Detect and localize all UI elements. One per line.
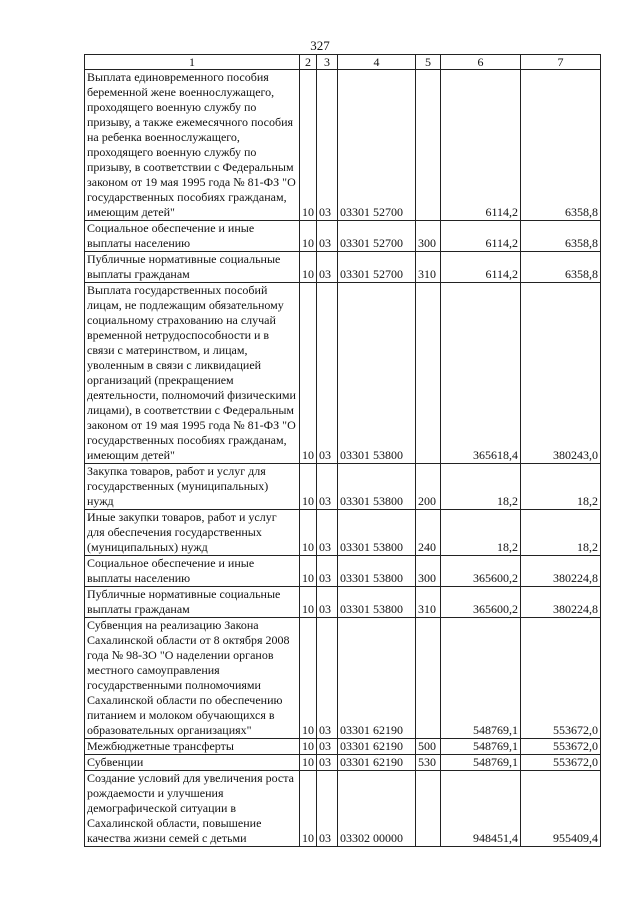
section-code: 10 bbox=[300, 771, 317, 847]
section-code: 10 bbox=[300, 587, 317, 618]
target-article-code: 03301 52700 bbox=[338, 252, 416, 283]
target-article-code: 03301 53800 bbox=[338, 464, 416, 510]
table-row bbox=[85, 510, 601, 556]
amount-year-2: 18,2 bbox=[521, 510, 601, 556]
section-code: 10 bbox=[300, 510, 317, 556]
expense-type-code: 310 bbox=[416, 252, 441, 283]
row-description: Выплата государственных пособий лицам, не подлежащим обязательному социальному страхованию на случай временной нетрудоспособности и в связи с материнством, и лицам, уволенным в связи с ликвидацией организаций (прекращением деятельности, полномочий физическими лицами), в соответствии с Федеральным законом от 19 мая 1995 года № 81-ФЗ "О государственных пособиях гражданам, имеющим детей" bbox=[85, 283, 300, 464]
column-header: 1 bbox=[85, 55, 300, 70]
amount-year-2: 955409,4 bbox=[521, 771, 601, 847]
expense-type-code: 300 bbox=[416, 221, 441, 252]
section-code: 10 bbox=[300, 556, 317, 587]
column-header: 2 bbox=[300, 55, 317, 70]
row-description: Субвенция на реализацию Закона Сахалинской области от 8 октября 2008 года № 98-ЗО "О наделении органов местного самоуправления государственными полномочиями Сахалинской области по обеспечению питанием и молоком обучающихся в образовательных организациях" bbox=[85, 618, 300, 739]
amount-year-2: 6358,8 bbox=[521, 221, 601, 252]
amount-year-2: 6358,8 bbox=[521, 70, 601, 221]
amount-year-2: 553672,0 bbox=[521, 739, 601, 755]
target-article-code: 03301 53800 bbox=[338, 510, 416, 556]
row-description: Социальное обеспечение и иные выплаты населению bbox=[85, 556, 300, 587]
table-row bbox=[85, 70, 601, 221]
target-article-code: 03301 52700 bbox=[338, 221, 416, 252]
table-row bbox=[85, 283, 601, 464]
expense-type-code: 300 bbox=[416, 556, 441, 587]
target-article-code: 03301 53800 bbox=[338, 283, 416, 464]
amount-year-2: 553672,0 bbox=[521, 618, 601, 739]
subsection-code: 03 bbox=[317, 556, 338, 587]
table-row bbox=[85, 771, 601, 847]
page-number: 327 bbox=[310, 38, 330, 53]
table-row bbox=[85, 739, 601, 755]
expense-type-code: 200 bbox=[416, 464, 441, 510]
subsection-code: 03 bbox=[317, 771, 338, 847]
column-header: 3 bbox=[317, 55, 338, 70]
section-code: 10 bbox=[300, 739, 317, 755]
section-code: 10 bbox=[300, 283, 317, 464]
amount-year-2: 6358,8 bbox=[521, 252, 601, 283]
subsection-code: 03 bbox=[317, 70, 338, 221]
target-article-code: 03301 62190 bbox=[338, 755, 416, 771]
table-row bbox=[85, 618, 601, 739]
amount-year-2: 380224,8 bbox=[521, 556, 601, 587]
column-header: 4 bbox=[338, 55, 416, 70]
column-header: 5 bbox=[416, 55, 441, 70]
column-header: 6 bbox=[441, 55, 521, 70]
amount-year-1: 365618,4 bbox=[441, 283, 521, 464]
table-row bbox=[85, 252, 601, 283]
target-article-code: 03301 53800 bbox=[338, 556, 416, 587]
row-description: Межбюджетные трансферты bbox=[85, 739, 300, 755]
amount-year-2: 18,2 bbox=[521, 464, 601, 510]
subsection-code: 03 bbox=[317, 221, 338, 252]
expense-type-code bbox=[416, 771, 441, 847]
target-article-code: 03302 00000 bbox=[338, 771, 416, 847]
section-code: 10 bbox=[300, 618, 317, 739]
expense-type-code: 530 bbox=[416, 755, 441, 771]
amount-year-1: 548769,1 bbox=[441, 739, 521, 755]
amount-year-1: 548769,1 bbox=[441, 755, 521, 771]
table-row bbox=[85, 221, 601, 252]
section-code: 10 bbox=[300, 221, 317, 252]
row-description: Закупка товаров, работ и услуг для государственных (муниципальных) нужд bbox=[85, 464, 300, 510]
row-description: Публичные нормативные социальные выплаты гражданам bbox=[85, 252, 300, 283]
section-code: 10 bbox=[300, 464, 317, 510]
target-article-code: 03301 62190 bbox=[338, 739, 416, 755]
target-article-code: 03301 52700 bbox=[338, 70, 416, 221]
header-row bbox=[85, 55, 601, 70]
subsection-code: 03 bbox=[317, 755, 338, 771]
amount-year-1: 6114,2 bbox=[441, 221, 521, 252]
section-code: 10 bbox=[300, 252, 317, 283]
amount-year-1: 6114,2 bbox=[441, 70, 521, 221]
amount-year-1: 6114,2 bbox=[441, 252, 521, 283]
subsection-code: 03 bbox=[317, 252, 338, 283]
amount-year-1: 18,2 bbox=[441, 464, 521, 510]
expense-type-code: 500 bbox=[416, 739, 441, 755]
table-row bbox=[85, 755, 601, 771]
row-description: Иные закупки товаров, работ и услуг для обеспечения государственных (муниципальных) нужд bbox=[85, 510, 300, 556]
amount-year-2: 380224,8 bbox=[521, 587, 601, 618]
section-code: 10 bbox=[300, 70, 317, 221]
subsection-code: 03 bbox=[317, 464, 338, 510]
target-article-code: 03301 62190 bbox=[338, 618, 416, 739]
expense-type-code: 310 bbox=[416, 587, 441, 618]
row-description: Субвенции bbox=[85, 755, 300, 771]
amount-year-2: 553672,0 bbox=[521, 755, 601, 771]
row-description: Создание условий для увеличения роста рождаемости и улучшения демографической ситуации в Сахалинской области, повышение качества жизни семей с детьми bbox=[85, 771, 300, 847]
row-description: Выплата единовременного пособия беременной жене военнослужащего, проходящего военную службу по призыву, а также ежемесячного пособия на ребенка военнослужащего, проходящего военную службу по призыву, в соответствии с Федеральным законом от 19 мая 1995 года № 81-ФЗ "О государственных пособиях гражданам, имеющим детей" bbox=[85, 70, 300, 221]
subsection-code: 03 bbox=[317, 510, 338, 556]
expense-type-code: 240 bbox=[416, 510, 441, 556]
expense-type-code bbox=[416, 283, 441, 464]
subsection-code: 03 bbox=[317, 587, 338, 618]
section-code: 10 bbox=[300, 755, 317, 771]
expense-type-code bbox=[416, 618, 441, 739]
budget-table bbox=[84, 54, 601, 847]
row-description: Социальное обеспечение и иные выплаты населению bbox=[85, 221, 300, 252]
amount-year-1: 365600,2 bbox=[441, 587, 521, 618]
table-row bbox=[85, 556, 601, 587]
amount-year-1: 548769,1 bbox=[441, 618, 521, 739]
subsection-code: 03 bbox=[317, 739, 338, 755]
subsection-code: 03 bbox=[317, 283, 338, 464]
subsection-code: 03 bbox=[317, 618, 338, 739]
amount-year-2: 380243,0 bbox=[521, 283, 601, 464]
target-article-code: 03301 53800 bbox=[338, 587, 416, 618]
amount-year-1: 365600,2 bbox=[441, 556, 521, 587]
table-row bbox=[85, 587, 601, 618]
amount-year-1: 948451,4 bbox=[441, 771, 521, 847]
table-row bbox=[85, 464, 601, 510]
amount-year-1: 18,2 bbox=[441, 510, 521, 556]
column-header: 7 bbox=[521, 55, 601, 70]
row-description: Публичные нормативные социальные выплаты гражданам bbox=[85, 587, 300, 618]
expense-type-code bbox=[416, 70, 441, 221]
